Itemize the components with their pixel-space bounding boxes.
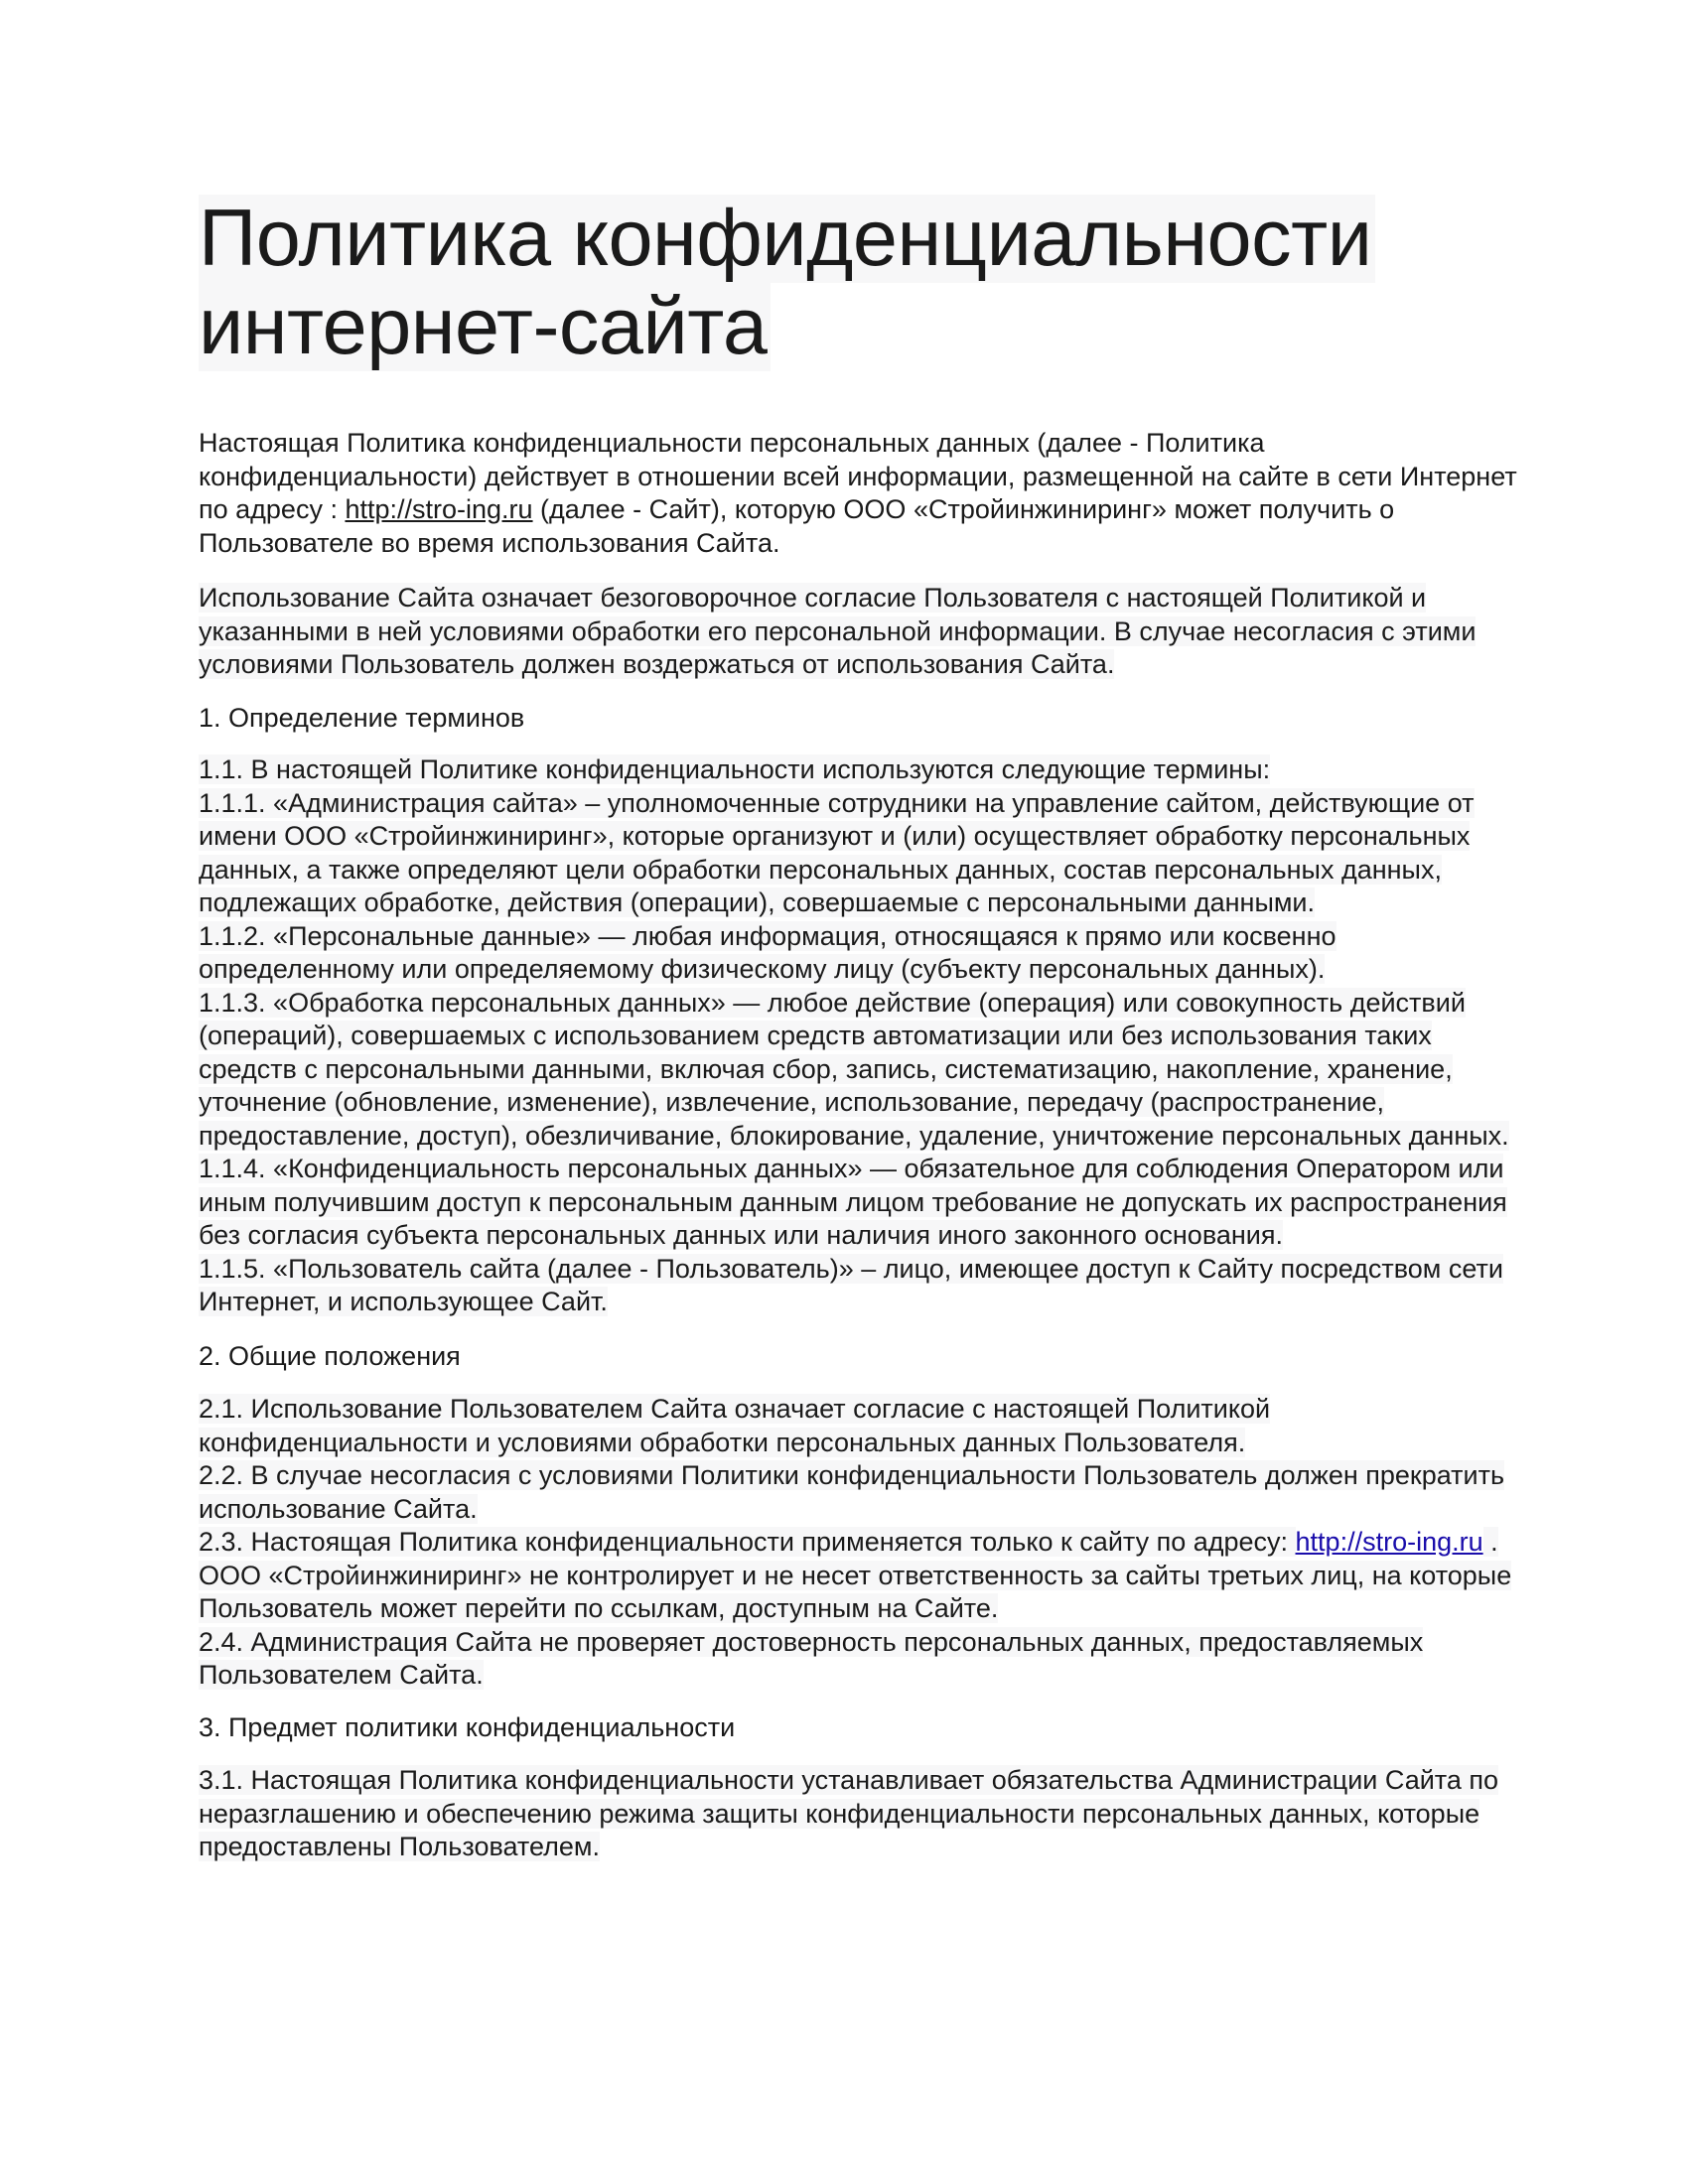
site-link-2[interactable]: http://stro-ing.ru bbox=[1295, 1527, 1483, 1557]
clause-2-2-text: 2.2. В случае несогласия с условиями Политики конфиденциальности Пользователь должен прекратить использование Сайта. bbox=[199, 1460, 1505, 1524]
document-body bbox=[199, 427, 1519, 1883]
clause-1-1-1 bbox=[199, 787, 1519, 920]
clause-2-1 bbox=[199, 1393, 1519, 1459]
clause-1-1 bbox=[199, 753, 1519, 787]
clause-1-1-2-text: 1.1.2. «Персональные данные» — любая информация, относящаяся к прямо или косвенно определенному или определяемому физическому лицу (субъекту персональных данных). bbox=[199, 920, 1336, 984]
section-1-body bbox=[199, 753, 1519, 1319]
page-title-line-1: Политика конфиденциальности bbox=[199, 195, 1375, 283]
clause-2-4 bbox=[199, 1626, 1519, 1693]
section-3-body bbox=[199, 1764, 1519, 1864]
section-2-body bbox=[199, 1393, 1519, 1693]
clause-1-1-4 bbox=[199, 1153, 1519, 1253]
clause-2-3-text-after-link: . ООО «Стройинжиниринг» не контролирует и не несет ответственность за сайты третьих лиц, на которые Пользователь может перейти по ссылкам, доступным на Сайте. bbox=[199, 1527, 1512, 1623]
clause-1-1-5-text: 1.1.5. «Пользователь сайта (далее - Пользователь)» – лицо, имеющее доступ к Сайту посредством сети Интернет, и использующее Сайт. bbox=[199, 1253, 1503, 1316]
clause-1-1-3-text: 1.1.3. «Обработка персональных данных» — любое действие (операция) или совокупность действий (операций), совершаемых с использованием средств автоматизации или без использования таких средств с персональными данными, включая сбор, запись, систематизацию, накопление, хранение, уточнение (обновление, изменение), извлечение, использование, передачу (распространение, предоставление, доступ), обезличивание, блокирование, удаление, уничтожение персональных данных. bbox=[199, 987, 1509, 1151]
page-title-line-2: интернет-сайта bbox=[199, 283, 771, 371]
site-link[interactable]: http://stro-ing.ru bbox=[345, 494, 533, 524]
clause-2-3-text-before-link: 2.3. Настоящая Политика конфиденциальности применяется только к сайту по адресу: bbox=[199, 1527, 1296, 1557]
clause-1-1-1-text: 1.1.1. «Администрация сайта» – уполномоченные сотрудники на управление сайтом, действующие от имени ООО «Стройинжиниринг», которые организуют и (или) осуществляет обработку персональных данных, а также определяют цели обработки персональных данных, состав персональных данных, подлежащих обработке, действия (операции), совершаемые с персональными данными. bbox=[199, 787, 1475, 917]
page-title bbox=[199, 195, 1375, 371]
section-1-heading: 1. Определение терминов bbox=[199, 702, 525, 733]
section-2-heading: 2. Общие положения bbox=[199, 1340, 461, 1371]
clause-2-4-text: 2.4. Администрация Сайта не проверяет достоверность персональных данных, предоставляемых Пользователем Сайта. bbox=[199, 1626, 1424, 1690]
clause-3-1 bbox=[199, 1764, 1519, 1864]
clause-1-1-text: 1.1. В настоящей Политике конфиденциальности используются следующие термины: bbox=[199, 754, 1271, 784]
clause-2-3 bbox=[199, 1526, 1519, 1626]
consent-text: Использование Сайта означает безоговорочное согласие Пользователя с настоящей Политикой и указанными в ней условиями обработки его персональной информации. В случае несогласия с этими условиями Пользователь должен воздержаться от использования Сайта. bbox=[199, 583, 1477, 679]
intro-text-after-link: (далее - Сайт), которую ООО «Стройинжиниринг» может получить о Пользователе во время использования Сайта. bbox=[199, 494, 1395, 558]
clause-3-1-text: 3.1. Настоящая Политика конфиденциальности устанавливает обязательства Администрации Сайта по неразглашению и обеспечению режима защиты конфиденциальности персональных данных, которые предоставлены Пользователем. bbox=[199, 1765, 1499, 1861]
clause-1-1-4-text: 1.1.4. «Конфиденциальность персональных данных» — обязательное для соблюдения Оператором или иным получившим доступ к персональным данным лицом требование не допускать их распространения без согласия субъекта персональных данных или наличия иного законного основания. bbox=[199, 1154, 1507, 1250]
clause-1-1-2 bbox=[199, 920, 1519, 987]
clause-2-1-text: 2.1. Использование Пользователем Сайта означает согласие с настоящей Политикой конфиденциальности и условиями обработки персональных данных Пользователя. bbox=[199, 1394, 1271, 1457]
section-3-heading: 3. Предмет политики конфиденциальности bbox=[199, 1711, 736, 1742]
intro-paragraph bbox=[199, 427, 1519, 560]
consent-paragraph bbox=[199, 582, 1519, 682]
document-page bbox=[199, 0, 1517, 2184]
clause-1-1-3 bbox=[199, 987, 1519, 1154]
clause-1-1-5 bbox=[199, 1253, 1519, 1319]
intro-text-before-link: Настоящая Политика конфиденциальности персональных данных (далее - Политика конфиденциальности) действует в отношении всей информации, размещенной на сайте в сети Интернет по адресу : bbox=[199, 428, 1517, 524]
clause-2-2 bbox=[199, 1459, 1519, 1526]
